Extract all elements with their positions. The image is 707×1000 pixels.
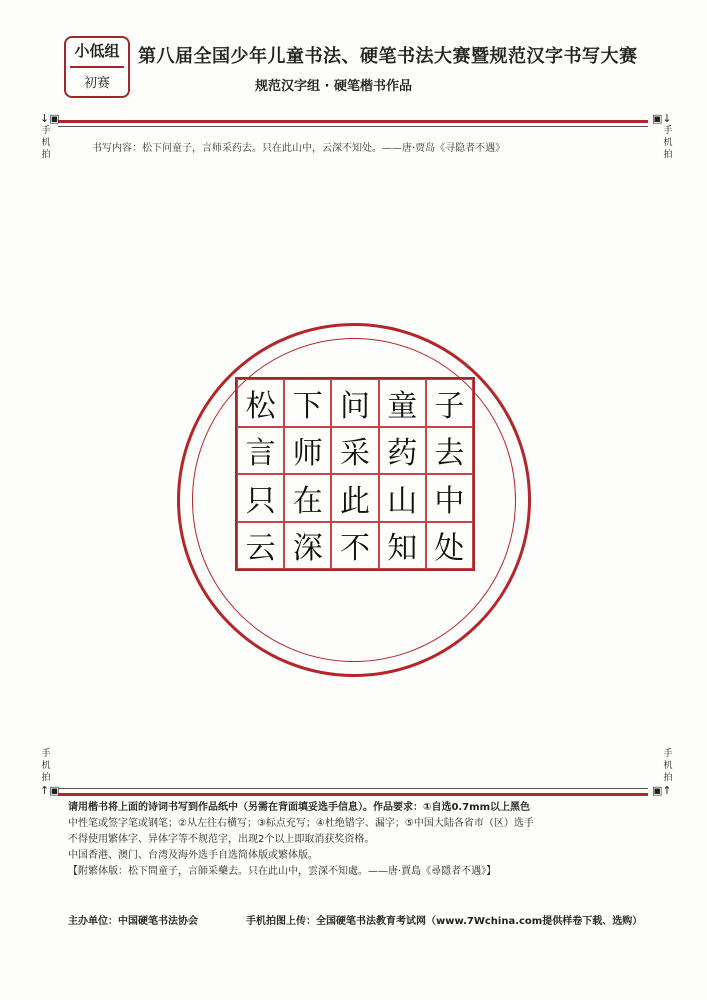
grid-cell: 在: [284, 474, 331, 522]
content-line: 书写内容：松下问童子，言师采药去。只在此山中，云深不知处。——唐·贾岛《寻隐者不遇》: [92, 143, 506, 154]
marker-label: 手机拍: [663, 126, 673, 160]
marker-label: 手机拍: [41, 749, 51, 783]
badge-group-label: 小低组: [74, 42, 120, 60]
page-subtitle: 规范汉字组 · 硬笔楷书作品: [255, 79, 412, 94]
marker-label: 手机拍: [41, 126, 51, 160]
grid-cell: 药: [379, 427, 426, 475]
group-badge: [64, 36, 130, 98]
camera-icon: ▣: [49, 112, 60, 125]
grid-cell: 中: [426, 474, 473, 522]
grid-cell: 师: [284, 427, 331, 475]
organizer-text: 主办单位：中国硬笔书法协会: [68, 916, 198, 927]
arrow-up-icon: ↑: [662, 784, 672, 797]
writing-grid: [235, 377, 475, 571]
grid-cell: 下: [284, 379, 331, 427]
grid-cell: 不: [331, 522, 378, 570]
arrow-down-icon: ↓: [40, 112, 50, 125]
grid-cell: 此: [331, 474, 378, 522]
top-right-marker: [652, 112, 674, 161]
grid-cell: 深: [284, 522, 331, 570]
grid-cell: 问: [331, 379, 378, 427]
instruction-line: 【附繁体版：松下問童子，言師采藥去。只在此山中，雲深不知處。——唐·賈島《尋隱者不遇》】: [68, 866, 497, 877]
bottom-right-marker: [652, 748, 674, 797]
grid-cell: 去: [426, 427, 473, 475]
upload-text: 手机拍图上传：全国硬笔书法教育考试网（www.7Wchina.com提供样卷下载、选购）: [246, 916, 643, 927]
instruction-line: 不得使用繁体字、异体字等不规范字，出现2个以上即取消获奖资格。: [68, 834, 375, 845]
grid-cell: 松: [237, 379, 284, 427]
arrow-up-icon: ↑: [40, 784, 50, 797]
grid-cell: 只: [237, 474, 284, 522]
grid-cell: 童: [379, 379, 426, 427]
instruction-line: 中国香港、澳门、台湾及海外选手自选简体版或繁体版。: [68, 850, 318, 861]
grid-cell: 言: [237, 427, 284, 475]
bottom-grey-rule: [58, 788, 648, 789]
camera-icon: ▣: [49, 784, 60, 797]
badge-divider: [70, 66, 124, 68]
marker-label: 手机拍: [663, 749, 673, 783]
arrow-down-icon: ↓: [662, 112, 672, 125]
grid-cell: 处: [426, 522, 473, 570]
grid-cell: 子: [426, 379, 473, 427]
top-left-marker: [40, 112, 60, 161]
bottom-red-rule: [58, 793, 648, 796]
top-grey-rule: [58, 126, 648, 127]
grid-cell: 采: [331, 427, 378, 475]
grid-cell: 知: [379, 522, 426, 570]
grid-cell: 山: [379, 474, 426, 522]
instruction-line: 中性笔或签字笔或钢笔；②从左往右横写；③标点充写；④杜绝错字、漏字；⑤中国大陆各省市（区）选手: [68, 818, 534, 829]
badge-round-label: 初赛: [83, 76, 110, 91]
instructions: [68, 800, 668, 880]
page-title: 第八届全国少年儿童书法、硬笔书法大赛暨规范汉字书写大赛: [138, 46, 638, 67]
camera-icon: ▣: [652, 112, 663, 125]
camera-icon: ▣: [652, 784, 663, 797]
grid-cell: 云: [237, 522, 284, 570]
bottom-left-marker: [40, 748, 60, 797]
instruction-line: 请用楷书将上面的诗词书写到作品纸中（另需在背面填妥选手信息）。作品要求：①自选0.7mm以上黑色: [68, 802, 531, 813]
top-red-rule: [58, 120, 648, 123]
